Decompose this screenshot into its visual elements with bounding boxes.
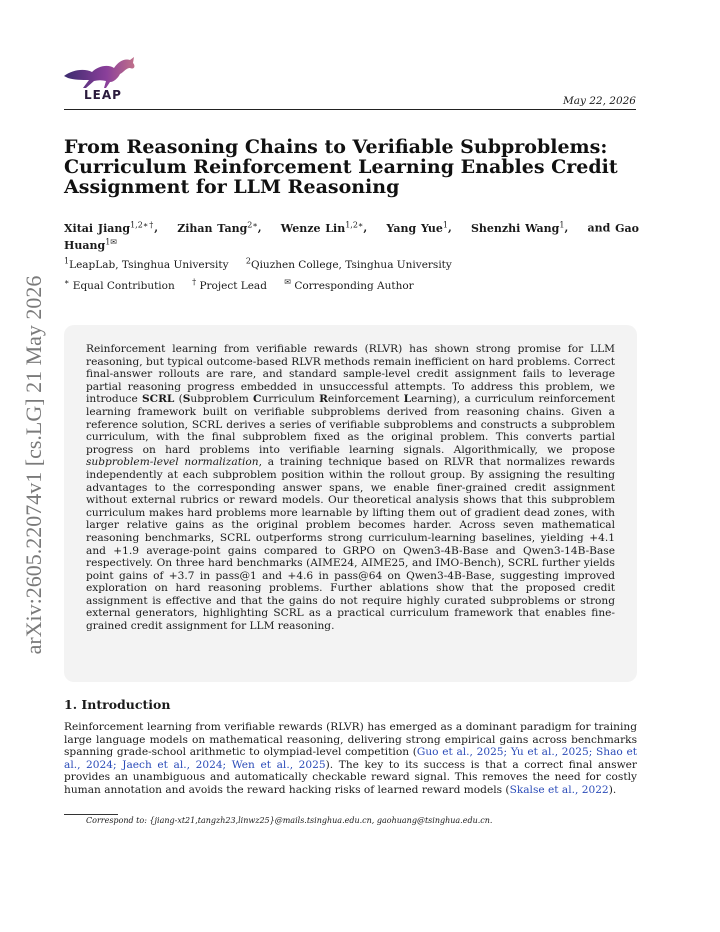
paper-title: From Reasoning Chains to Verifiable Subproblems: Curriculum Reinforcement Learning Enables Credit Assignment for LLM Reasoning [64, 136, 618, 198]
affiliations [64, 254, 452, 272]
arxiv-id: arXiv:2605.22074v1 [cs.LG] 21 May 2026 [21, 275, 46, 655]
header-divider [64, 109, 636, 110]
author-notes [64, 275, 414, 293]
author-connector: and [587, 221, 611, 235]
citation-link[interactable]: Guo et al., 2025; Yu et al., 2025; Shao et al., 2024; Jaech et al., 2024; Wen et al., 2025 [64, 746, 638, 771]
author: Zihan Tang$^{2∗}$ [177, 220, 258, 235]
correspondence-footnote: Correspond to: {jiang-xt21,tangzh23,linwz25}@mails.tsinghua.edu.cn, gaohuang@tsinghua.edu.cn. [86, 816, 493, 825]
affiliation: $^1$LeapLab, Tsinghua University [64, 256, 229, 271]
author: Yang Yue$^1$ [386, 220, 448, 235]
footnote-divider [64, 814, 118, 815]
note: † Project Lead [192, 277, 267, 292]
note: ✉ Corresponding Author [284, 277, 414, 292]
affiliation: $^2$Qiuzhen College, Tsinghua University [245, 256, 452, 271]
leap-logo [62, 54, 142, 104]
author: Gao Huang$^{1✉}$ [64, 221, 639, 253]
logo-text: LEAP [84, 88, 122, 102]
author: Xitai Jiang$^{1,2∗\dagger}$ [64, 220, 155, 235]
publication-date: May 22, 2026 [562, 95, 636, 107]
author-list: Xitai Jiang$^{1,2∗\dagger}$, Zihan Tang$^{2∗}$, Wenze Lin$^{1,2∗}$, Yang Yue$^1$, Shenzhi Wang$^1$, and Gao Huang$^{1✉}$ [64, 220, 639, 253]
intro-paragraph: Reinforcement learning from verifiable rewards (RLVR) has emerged as a dominant paradigm for training large language models on mathematical reasoning, delivering strong empirical gains across benchmarks spanning grade-school arithmetic to olympiad-level competition (Guo et al., 2025; Yu et al., 2025; Shao et al., 2024; Jaech et al., 2024; Wen et al., 2025). The key to its success is that a correct final answer provides an unambiguous and automatically checkable reward signal. This removes the need for costly human annotation and avoids the reward hacking risks of learned reward models (Skalse et al., 2022). [64, 721, 638, 796]
citation-link[interactable]: Skalse et al., 2022 [509, 783, 609, 796]
arxiv-stamp [19, 255, 49, 675]
section-heading: 1. Introduction [64, 697, 171, 712]
note: ∗ Equal Contribution [64, 277, 175, 292]
author: Wenze Lin$^{1,2∗}$ [280, 220, 364, 235]
abstract-text: Reinforcement learning from verifiable rewards (RLVR) has shown strong promise for LLM reasoning, but typical outcome-based RLVR methods remain inefficient on hard problems. Correct final-answer rollouts are rare, and standard sample-level credit assignment fails to leverage partial reasoning progress embedded in unsuccessful attempts. To address this problem, we introduce SCRL (Subproblem Curriculum Reinforcement Learning), a curriculum reinforcement learning framework built on verifiable subproblems derived from reasoning chains. Given a reference solution, SCRL derives a series of verifiable subproblems and constructs a subproblem curriculum, with the final subproblem fixed as the original problem. This converts partial progress on hard problems into verifiable learning signals. Algorithmically, we propose subproblem-level normalization, a training technique based on RLVR that normalizes rewards independently at each subproblem position within the rollout group. By assigning the resulting advantages to the corresponding answer spans, we enable finer-grained credit assignment without external rubrics or reward models. Our theoretical analysis shows that this subproblem curriculum makes hard problems more learnable by lifting them out of gradient dead zones, with larger relative gains as the original problem becomes harder. Across seven mathematical reasoning benchmarks, SCRL outperforms strong curriculum-learning baselines, yielding +4.1 and +1.9 average-point gains compared to GRPO on Qwen3-4B-Base and Qwen3-14B-Base respectively. On three hard benchmarks (AIME24, AIME25, and IMO-Bench), SCRL further yields point gains of +3.7 in pass@1 and +4.6 in pass@64 on Qwen3-4B-Base, suggesting improved exploration on hard reasoning problems. Further ablations show that the proposed credit assignment is effective and that the gains do not require highly curated subproblems or strong external generators, highlighting SCRL as a practical curriculum framework that enables fine-grained credit assignment for LLM reasoning. [86, 343, 615, 633]
author: Shenzhi Wang$^1$ [470, 220, 565, 235]
